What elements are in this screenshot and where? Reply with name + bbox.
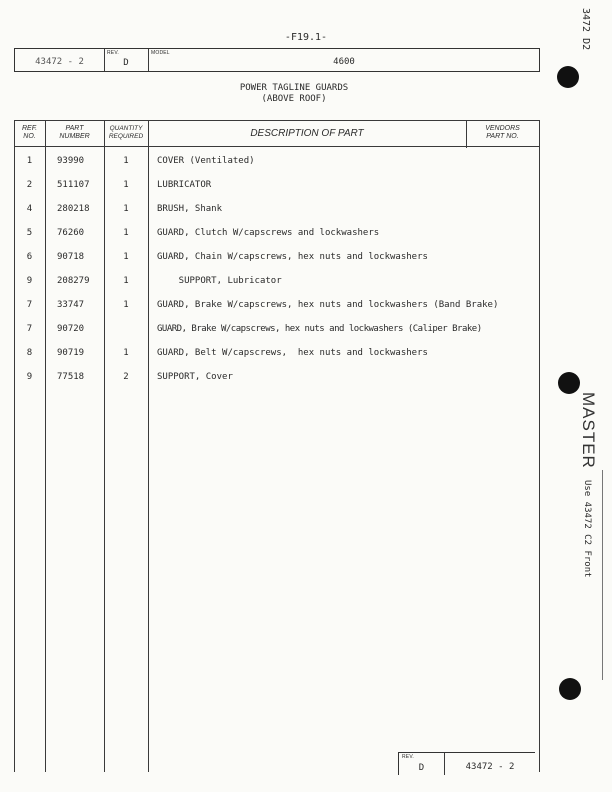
row-quantity: 1 <box>123 276 129 286</box>
table-row <box>14 204 540 228</box>
title-model: 4600 <box>333 57 355 67</box>
punch-hole-middle <box>558 372 580 394</box>
title-model-label: MODEL <box>151 50 170 56</box>
row-description: GUARD, Belt W/capscrews, hex nuts and lockwashers <box>157 348 428 358</box>
row-quantity: 1 <box>123 300 129 310</box>
row-ref: 9 <box>26 372 33 382</box>
row-ref: 6 <box>26 252 33 262</box>
table-row <box>14 276 540 300</box>
table-row <box>14 156 540 180</box>
row-quantity: 1 <box>123 228 129 238</box>
right-edge-line <box>602 470 603 680</box>
row-part-number: 33747 <box>57 300 85 310</box>
row-quantity: 1 <box>123 348 129 358</box>
row-part-number: 76260 <box>57 228 85 238</box>
row-part-number: 90720 <box>57 324 85 334</box>
row-description: LUBRICATOR <box>157 180 212 190</box>
row-quantity: 1 <box>123 204 129 214</box>
master-stamp: MASTER <box>579 392 598 469</box>
header-quantity: QUANTITY REQUIRED <box>108 125 144 140</box>
header-bottom-border <box>14 146 540 147</box>
row-description: GUARD, Brake W/capscrews, hex nuts and lockwashers (Band Brake) <box>157 300 499 310</box>
figure-number: -F19.1- <box>284 32 328 43</box>
punch-hole-bottom <box>559 678 581 700</box>
header-vendors: VENDORS PART NO. <box>485 125 520 140</box>
row-quantity: 2 <box>123 372 129 382</box>
table-row <box>14 252 540 276</box>
table-row <box>14 372 540 396</box>
row-part-number: 280218 <box>57 204 90 214</box>
row-ref: 9 <box>26 276 33 286</box>
row-part-number: 93990 <box>57 156 85 166</box>
row-ref: 7 <box>26 300 33 310</box>
row-description: GUARD, Brake W/capscrews, hex nuts and lockwashers (Caliper Brake) <box>157 324 482 334</box>
row-ref: 1 <box>26 156 33 166</box>
row-quantity: 1 <box>123 252 129 262</box>
title-rev-label: REV. <box>107 50 120 56</box>
row-part-number: 77518 <box>57 372 85 382</box>
row-description: SUPPORT, Lubricator <box>157 276 282 286</box>
table-row <box>14 228 540 252</box>
footer-rev-label: REV. <box>402 754 415 760</box>
row-part-number: 511107 <box>57 180 90 190</box>
row-description: SUPPORT, Cover <box>157 372 233 382</box>
row-part-number: 208279 <box>57 276 90 286</box>
row-part-number: 90719 <box>57 348 85 358</box>
footer-block <box>398 752 535 775</box>
row-description: GUARD, Chain W/capscrews, hex nuts and lockwashers <box>157 252 428 262</box>
row-ref: 8 <box>26 348 33 358</box>
footer-rev: D <box>418 763 425 773</box>
row-ref: 2 <box>26 180 33 190</box>
margin-note: Use 43472 C2 Front <box>582 480 592 578</box>
title-part-number: 43472 - 2 <box>35 57 84 67</box>
header-ref-no: REF. NO. <box>21 125 38 140</box>
table-row <box>14 324 540 348</box>
row-description: GUARD, Clutch W/capscrews and lockwashers <box>157 228 380 238</box>
table-row <box>14 180 540 204</box>
row-ref: 4 <box>26 204 33 214</box>
section-subheading: (ABOVE ROOF) <box>261 94 327 104</box>
row-ref: 7 <box>26 324 33 334</box>
title-rev: D <box>123 58 129 68</box>
table-row <box>14 300 540 324</box>
row-description: COVER (Ventilated) <box>157 156 255 166</box>
header-description: DESCRIPTION OF PART <box>250 128 364 139</box>
row-quantity: 1 <box>123 180 129 190</box>
margin-doc-code: 3472 D2 <box>580 8 591 51</box>
row-description: BRUSH, Shank <box>157 204 223 214</box>
table-row <box>14 348 540 372</box>
header-part-number: PART NUMBER <box>59 125 90 140</box>
section-heading: POWER TAGLINE GUARDS <box>239 83 349 93</box>
row-ref: 5 <box>26 228 33 238</box>
row-part-number: 90718 <box>57 252 85 262</box>
title-block <box>14 48 540 72</box>
table-top-border <box>14 120 540 121</box>
row-quantity: 1 <box>123 156 129 166</box>
footer-part-number: 43472 - 2 <box>465 762 515 772</box>
